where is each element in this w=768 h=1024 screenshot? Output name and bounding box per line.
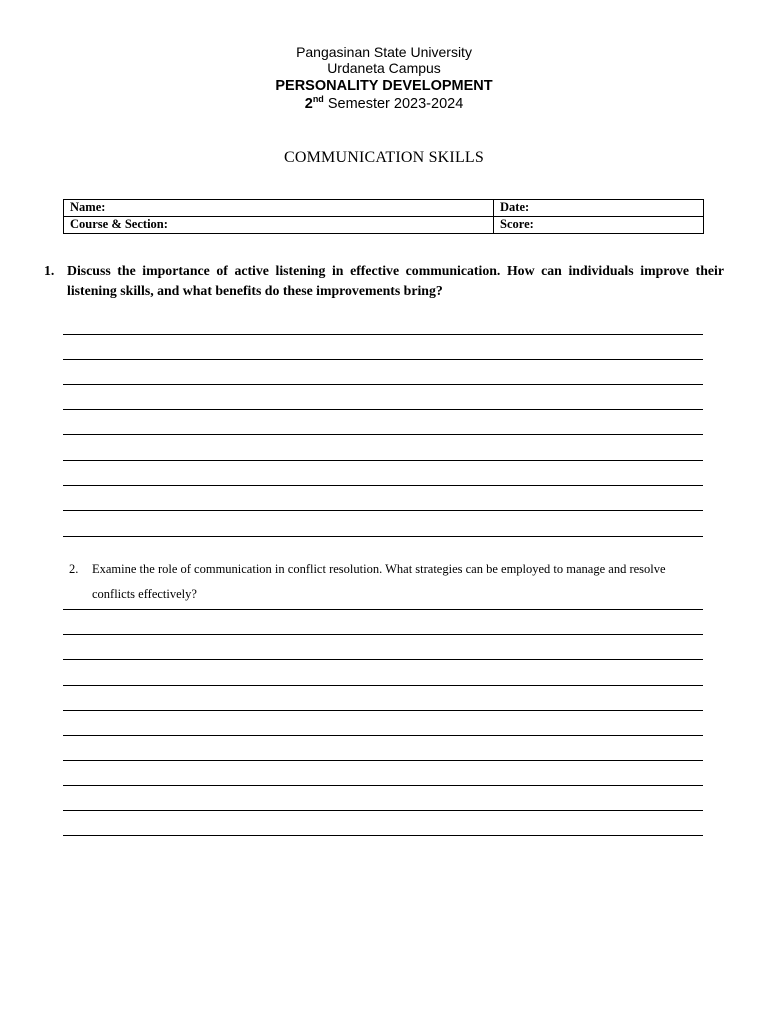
answer-line[interactable] xyxy=(63,634,703,635)
answer-line[interactable] xyxy=(63,460,703,461)
university-name: Pangasinan State University xyxy=(296,44,472,60)
answer-line[interactable] xyxy=(63,434,703,435)
answer-line[interactable] xyxy=(63,685,703,686)
answer-line[interactable] xyxy=(63,536,703,537)
document-header xyxy=(0,44,768,113)
answer-line[interactable] xyxy=(63,810,703,811)
question-1 xyxy=(44,261,724,301)
course-section-field[interactable]: Course & Section: xyxy=(64,217,494,234)
worksheet-title: COMMUNICATION SKILLS xyxy=(283,149,484,166)
answer-line[interactable] xyxy=(63,835,703,836)
question-2 xyxy=(69,557,694,607)
question-2-number: 2. xyxy=(69,562,79,576)
answer-line[interactable] xyxy=(63,735,703,736)
semester-line xyxy=(0,95,768,113)
answer-line[interactable] xyxy=(63,334,703,335)
answer-line[interactable] xyxy=(63,359,703,360)
campus-name: Urdaneta Campus xyxy=(327,60,441,76)
course-title: PERSONALITY DEVELOPMENT xyxy=(275,78,493,94)
answer-line[interactable] xyxy=(63,510,703,511)
answer-line[interactable] xyxy=(63,760,703,761)
semester-text: Semester 2023-2024 xyxy=(323,96,464,112)
date-field[interactable]: Date: xyxy=(494,200,704,217)
answer-line[interactable] xyxy=(63,710,703,711)
semester-suffix: nd xyxy=(312,94,324,104)
answer-line[interactable] xyxy=(63,609,703,610)
score-field[interactable]: Score: xyxy=(494,217,704,234)
answer-line[interactable] xyxy=(63,485,703,486)
info-row-course-score xyxy=(64,217,704,234)
question-2-text: Examine the role of communication in conflict resolution. What strategies can be employed to manage and resolve conflicts effectively? xyxy=(92,562,666,601)
answer-line[interactable] xyxy=(63,785,703,786)
question-1-number: 1. xyxy=(44,263,55,278)
semester-number: 2 xyxy=(304,96,313,112)
answer-line[interactable] xyxy=(63,409,703,410)
answer-line[interactable] xyxy=(63,659,703,660)
info-row-name-date xyxy=(64,200,704,217)
name-field[interactable]: Name: xyxy=(64,200,494,217)
question-1-text: Discuss the importance of active listening in effective communication. How can individuals improve their listening skills, and what benefits do these improvements bring? xyxy=(67,263,724,298)
student-info-table xyxy=(63,199,704,234)
answer-line[interactable] xyxy=(63,384,703,385)
